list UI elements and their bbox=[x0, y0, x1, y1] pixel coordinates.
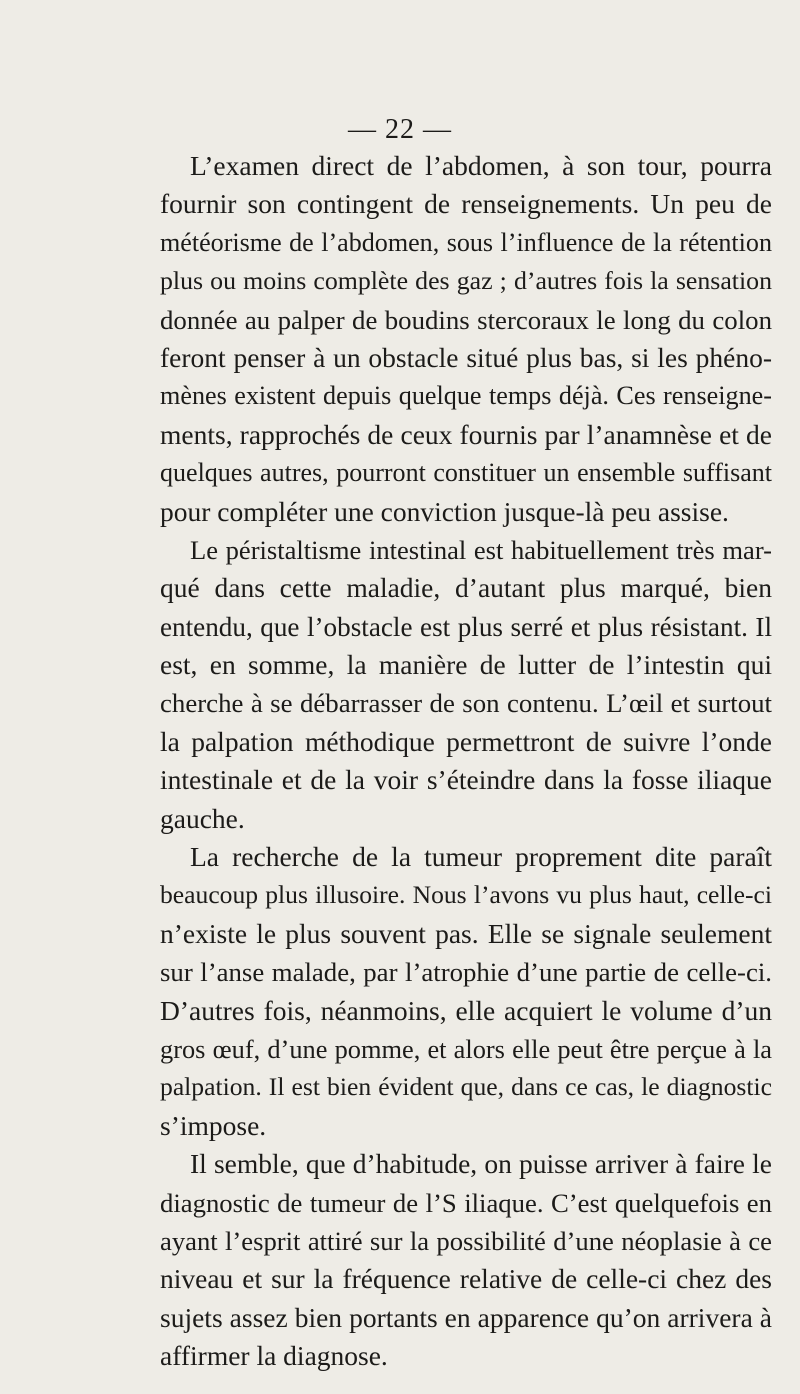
page-number: — 22 — bbox=[348, 114, 452, 145]
text-line: diagnostic de tumeur de l’S iliaque. C’est quelquefois en bbox=[160, 1187, 772, 1218]
text-line: gauche. bbox=[160, 802, 245, 834]
text-line: est, en somme, la manière de lutter de l’intestin qui bbox=[160, 649, 772, 681]
text-line: L’examen direct de l’abdomen, à son tour, pourra bbox=[190, 150, 772, 181]
text-line: La recherche de la tumeur proprement dite paraît bbox=[190, 841, 772, 873]
text-line: Le péristaltisme intestinal est habituellement très mar- bbox=[190, 534, 772, 565]
text-line: palpation. Il est bien évident que, dans ce cas, le diagnostic bbox=[160, 1072, 772, 1102]
text-line: donnée au palper de boudins stercoraux le long du colon bbox=[160, 304, 772, 335]
text-line: cherche à se débarrasser de son contenu. L’œil et surtout bbox=[160, 688, 772, 719]
text-line: sur l’anse malade, par l’atrophie d’une partie de celle-ci. bbox=[160, 957, 772, 988]
body-text bbox=[160, 147, 772, 1376]
text-line: s’impose. bbox=[160, 1109, 267, 1141]
text-line: pour compléter une conviction jusque-là peu assise. bbox=[160, 495, 729, 527]
text-line: Il semble, que d’habitude, on puisse arriver à faire le bbox=[190, 1148, 772, 1180]
text-line: feront penser à un obstacle situé plus bas, si les phéno- bbox=[160, 341, 772, 373]
text-line: ments, rapprochés de ceux fournis par l’anamnèse et de bbox=[160, 418, 772, 450]
text-line: niveau et sur la fréquence relative de celle-ci chez des bbox=[160, 1263, 772, 1295]
text-line: D’autres fois, néanmoins, elle acquiert le volume d’un bbox=[160, 994, 772, 1026]
text-line: entendu, que l’obstacle est plus serré et plus résistant. Il bbox=[160, 611, 772, 642]
text-line: plus ou moins complète des gaz ; d’autres fois la sensation bbox=[160, 266, 772, 296]
text-line: sujets assez bien portants en apparence qu’on arrivera à bbox=[160, 1301, 772, 1333]
text-line: qué dans cette maladie, d’autant plus marqué, bien bbox=[160, 572, 772, 604]
text-line: ayant l’esprit attiré sur la possibilité d’une néoplasie à ce bbox=[160, 1225, 772, 1256]
text-line: mènes existent depuis quelque temps déjà. Ces renseigne- bbox=[160, 381, 772, 411]
text-line: quelques autres, pourront constituer un ensemble suffisant bbox=[160, 458, 772, 488]
text-line: gros œuf, d’une pomme, et alors elle peut être perçue à la bbox=[160, 1033, 772, 1064]
text-line: météorisme de l’abdomen, sous l’influence de la rétention bbox=[160, 227, 772, 257]
text-line: n’existe le plus souvent pas. Elle se signale seulement bbox=[160, 917, 772, 949]
text-line: beaucoup plus illusoire. Nous l’avons vu plus haut, celle-ci bbox=[160, 880, 772, 910]
text-line: la palpation méthodique permettront de suivre l’onde bbox=[160, 725, 772, 757]
text-line: affirmer la diagnose. bbox=[160, 1340, 388, 1372]
text-line: intestinale et de la voir s’éteindre dans la fosse iliaque bbox=[160, 764, 772, 796]
text-line: fournir son contingent de renseignements. Un peu de bbox=[160, 188, 772, 220]
